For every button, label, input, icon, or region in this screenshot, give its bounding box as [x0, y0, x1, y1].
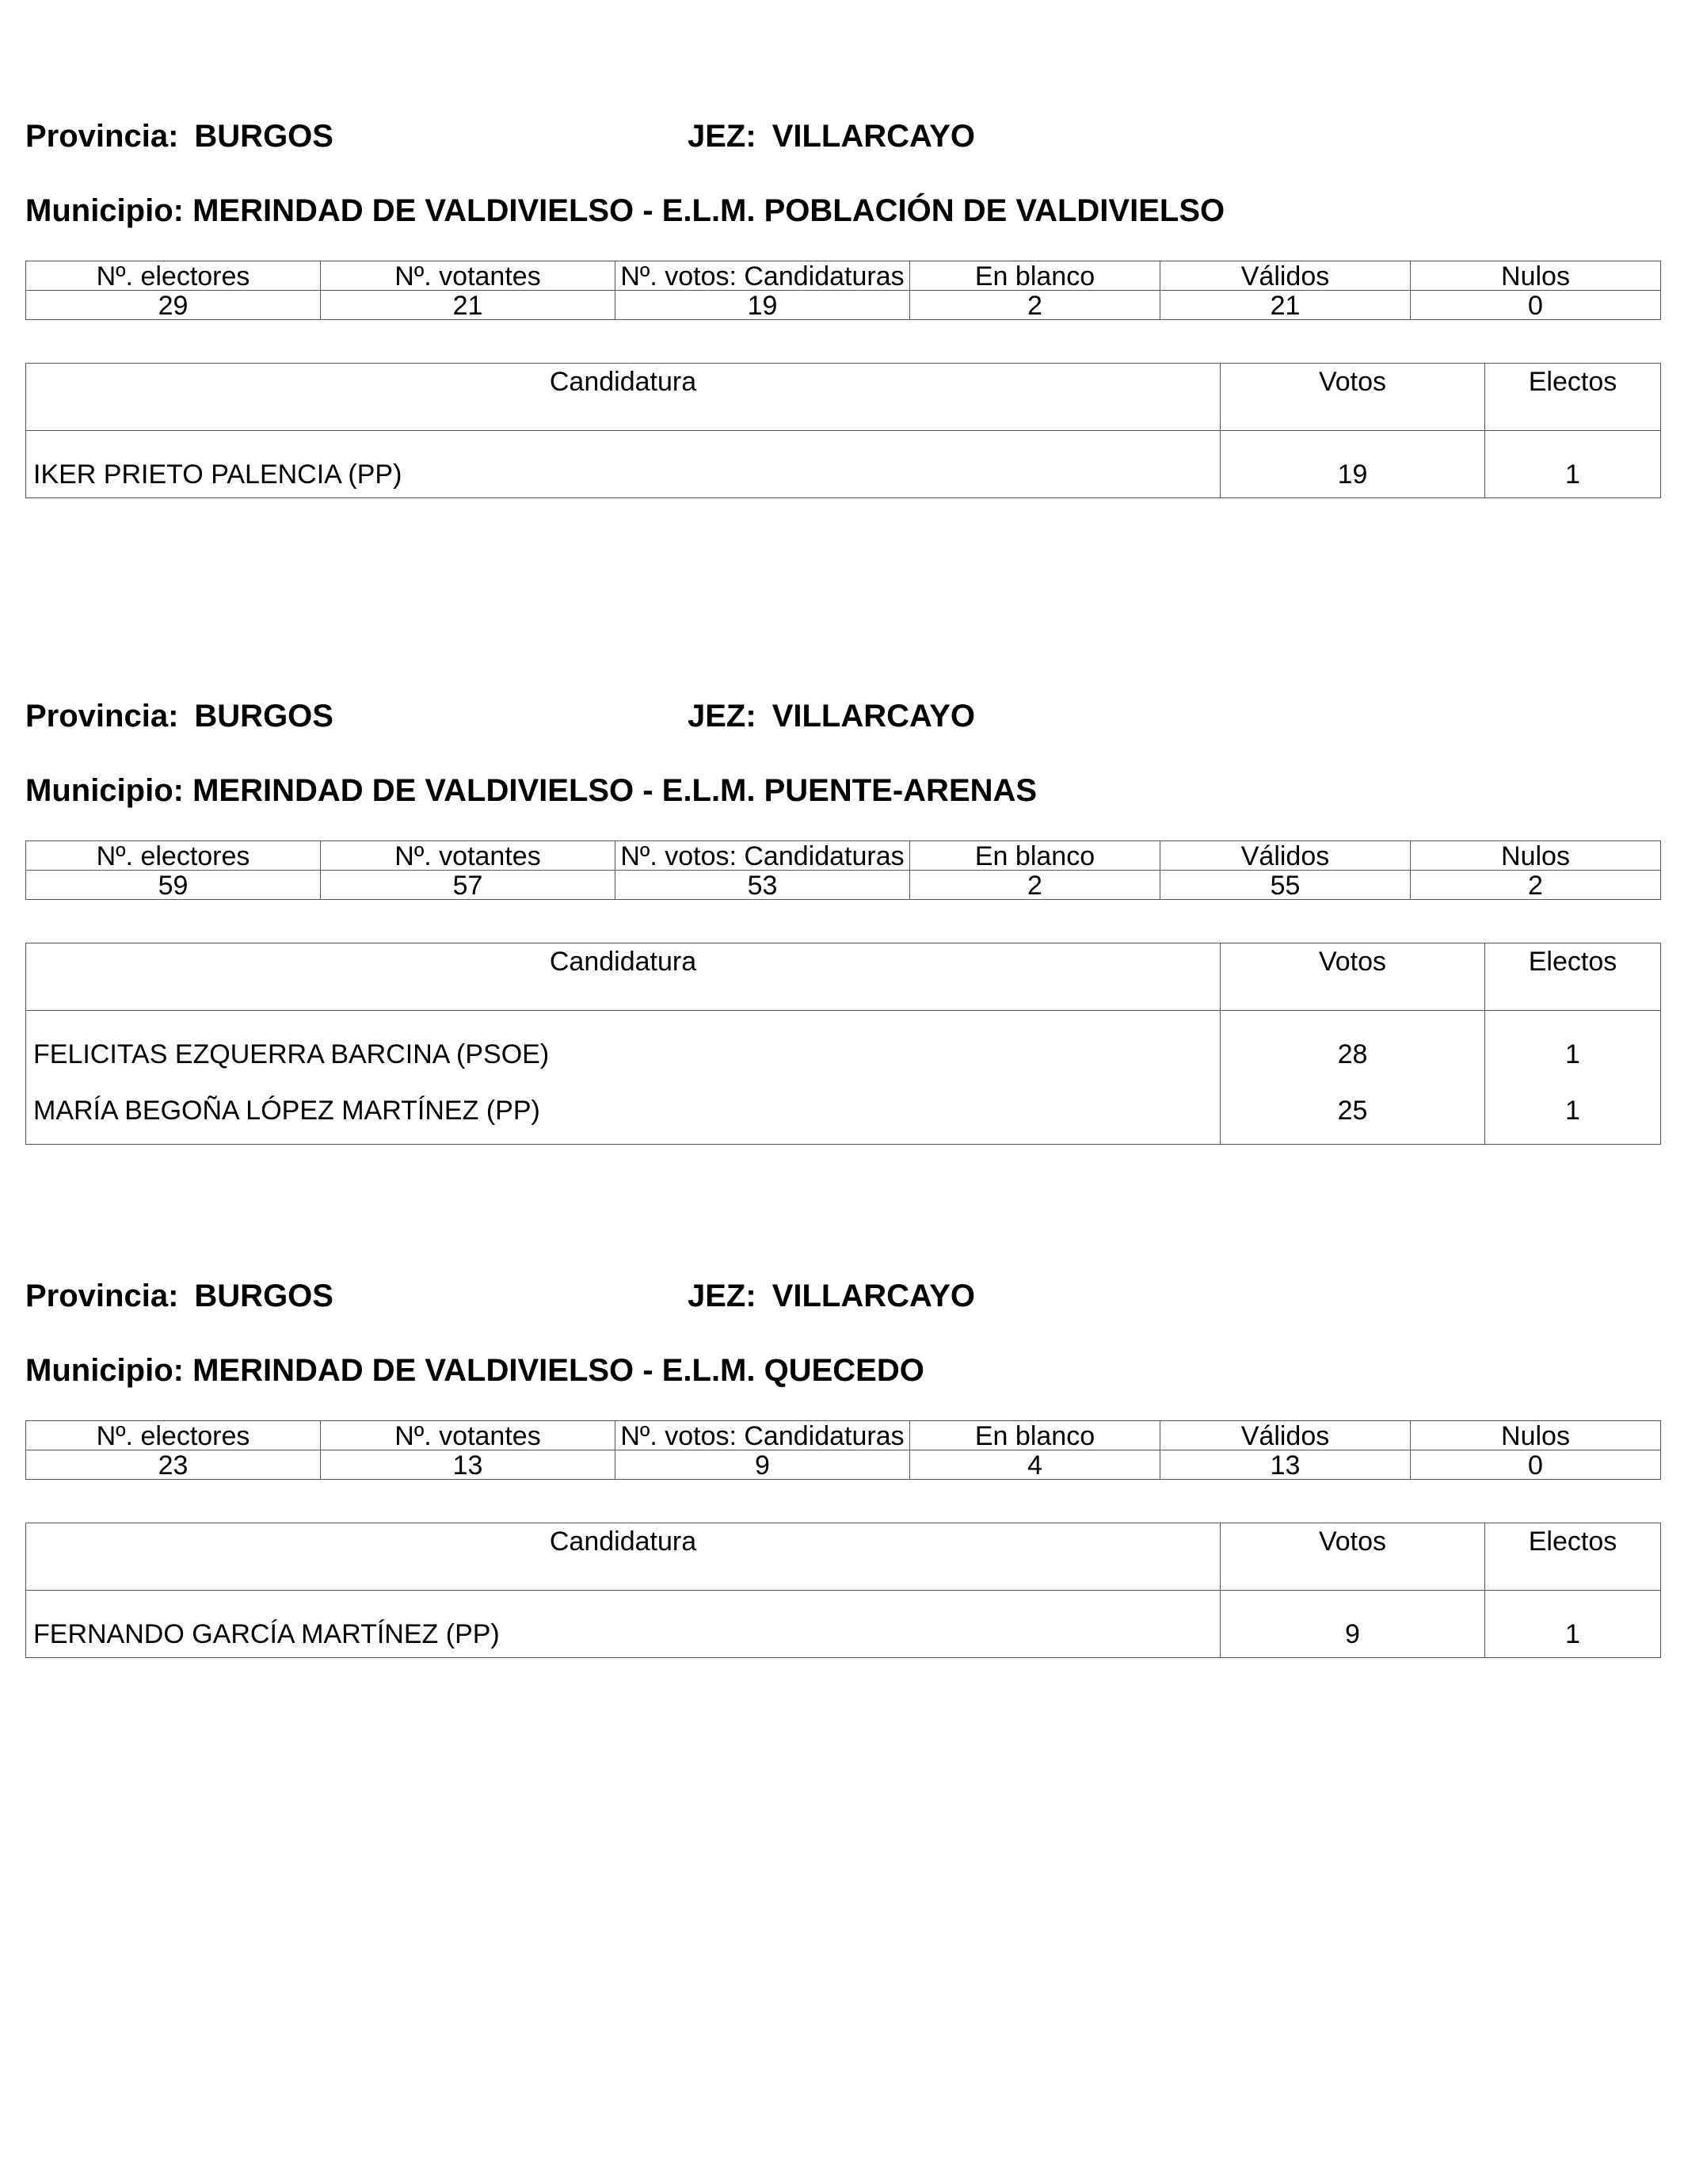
- header-validos: Válidos: [1160, 261, 1411, 291]
- jez-line: [688, 120, 975, 152]
- header-votos: Votos: [1221, 943, 1485, 1011]
- candidate-row: [26, 1011, 1661, 1078]
- candidates-table: [25, 363, 1661, 498]
- header-candidatura: Candidatura: [26, 364, 1221, 431]
- value-en-blanco: 2: [910, 871, 1160, 900]
- value-votantes: 21: [321, 291, 615, 320]
- value-nulos: 2: [1411, 871, 1661, 900]
- jez-line: [688, 1280, 975, 1312]
- municipio-value: MERINDAD DE VALDIVIELSO - E.L.M. PUENTE-ARENAS: [192, 773, 1038, 808]
- candidate-votos: 9: [1221, 1591, 1485, 1658]
- candidates-header-row: [26, 364, 1661, 431]
- value-validos: 13: [1160, 1450, 1411, 1480]
- candidate-name: MARÍA BEGOÑA LÓPEZ MARTÍNEZ (PP): [26, 1077, 1221, 1145]
- value-en-blanco: 4: [910, 1450, 1160, 1480]
- candidate-name: FERNANDO GARCÍA MARTÍNEZ (PP): [26, 1591, 1221, 1658]
- value-nulos: 0: [1411, 291, 1661, 320]
- provincia-label: Provincia:: [25, 1279, 179, 1313]
- candidate-name: IKER PRIETO PALENCIA (PP): [26, 431, 1221, 498]
- header-votos-candidaturas: Nº. votos: Candidaturas: [615, 1421, 910, 1450]
- candidates-table: [25, 943, 1661, 1145]
- header-en-blanco: En blanco: [910, 841, 1160, 871]
- jez-line: [688, 700, 975, 732]
- candidate-electos: 1: [1485, 1591, 1661, 1658]
- header-validos: Válidos: [1160, 841, 1411, 871]
- value-electores: 23: [26, 1450, 321, 1480]
- header-votos-candidaturas: Nº. votos: Candidaturas: [615, 261, 910, 291]
- municipio-value: MERINDAD DE VALDIVIELSO - E.L.M. QUECEDO: [192, 1353, 924, 1388]
- municipio-value: MERINDAD DE VALDIVIELSO - E.L.M. POBLACIÓN DE VALDIVIELSO: [192, 193, 1225, 228]
- provincia-line: [25, 1280, 333, 1312]
- header-nulos: Nulos: [1411, 841, 1661, 871]
- jez-label: JEZ:: [688, 119, 756, 154]
- value-votos-candidaturas: 9: [615, 1450, 910, 1480]
- municipio-line: [25, 775, 1037, 806]
- header-votos: Votos: [1221, 1523, 1485, 1591]
- header-votantes: Nº. votantes: [321, 1421, 615, 1450]
- candidate-votos: 25: [1221, 1077, 1485, 1145]
- value-votantes: 13: [321, 1450, 615, 1480]
- value-validos: 21: [1160, 291, 1411, 320]
- header-votos: Votos: [1221, 364, 1485, 431]
- municipio-label: Municipio:: [25, 193, 184, 228]
- value-votos-candidaturas: 19: [615, 291, 910, 320]
- value-en-blanco: 2: [910, 291, 1160, 320]
- header-nulos: Nulos: [1411, 1421, 1661, 1450]
- provincia-line: [25, 700, 333, 732]
- value-nulos: 0: [1411, 1450, 1661, 1480]
- value-votos-candidaturas: 53: [615, 871, 910, 900]
- value-votantes: 57: [321, 871, 615, 900]
- provincia-value: BURGOS: [194, 1279, 333, 1313]
- header-nulos: Nulos: [1411, 261, 1661, 291]
- stats-value-row: [26, 871, 1661, 900]
- candidates-header-row: [26, 943, 1661, 1011]
- stats-table: [25, 261, 1661, 320]
- candidate-row: [26, 1591, 1661, 1658]
- candidate-row: [26, 1077, 1661, 1145]
- header-validos: Válidos: [1160, 1421, 1411, 1450]
- candidate-name: FELICITAS EZQUERRA BARCINA (PSOE): [26, 1011, 1221, 1078]
- stats-header-row: [26, 841, 1661, 871]
- header-votantes: Nº. votantes: [321, 841, 615, 871]
- header-electos: Electos: [1485, 1523, 1661, 1591]
- candidate-electos: 1: [1485, 431, 1661, 498]
- candidate-electos: 1: [1485, 1077, 1661, 1145]
- municipio-label: Municipio:: [25, 1353, 184, 1388]
- municipio-label: Municipio:: [25, 773, 184, 808]
- header-en-blanco: En blanco: [910, 261, 1160, 291]
- value-electores: 29: [26, 291, 321, 320]
- candidates-header-row: [26, 1523, 1661, 1591]
- candidate-votos: 19: [1221, 431, 1485, 498]
- header-candidatura: Candidatura: [26, 1523, 1221, 1591]
- header-candidatura: Candidatura: [26, 943, 1221, 1011]
- jez-label: JEZ:: [688, 699, 756, 734]
- stats-header-row: [26, 1421, 1661, 1450]
- header-votantes: Nº. votantes: [321, 261, 615, 291]
- municipio-line: [25, 1355, 924, 1386]
- header-electores: Nº. electores: [26, 841, 321, 871]
- header-electores: Nº. electores: [26, 261, 321, 291]
- header-electores: Nº. electores: [26, 1421, 321, 1450]
- municipio-line: [25, 195, 1225, 227]
- stats-value-row: [26, 1450, 1661, 1480]
- jez-value: VILLARCAYO: [772, 699, 976, 734]
- header-votos-candidaturas: Nº. votos: Candidaturas: [615, 841, 910, 871]
- stats-table: [25, 1420, 1661, 1480]
- jez-value: VILLARCAYO: [772, 119, 976, 154]
- candidate-row: [26, 431, 1661, 498]
- header-electos: Electos: [1485, 364, 1661, 431]
- stats-header-row: [26, 261, 1661, 291]
- candidate-votos: 28: [1221, 1011, 1485, 1078]
- value-validos: 55: [1160, 871, 1411, 900]
- stats-value-row: [26, 291, 1661, 320]
- stats-table: [25, 840, 1661, 900]
- jez-label: JEZ:: [688, 1279, 756, 1313]
- jez-value: VILLARCAYO: [772, 1279, 976, 1313]
- provincia-line: [25, 120, 333, 152]
- provincia-label: Provincia:: [25, 119, 179, 154]
- provincia-value: BURGOS: [194, 699, 333, 734]
- provincia-value: BURGOS: [194, 119, 333, 154]
- candidate-electos: 1: [1485, 1011, 1661, 1078]
- value-electores: 59: [26, 871, 321, 900]
- candidates-table: [25, 1523, 1661, 1658]
- header-en-blanco: En blanco: [910, 1421, 1160, 1450]
- provincia-label: Provincia:: [25, 699, 179, 734]
- header-electos: Electos: [1485, 943, 1661, 1011]
